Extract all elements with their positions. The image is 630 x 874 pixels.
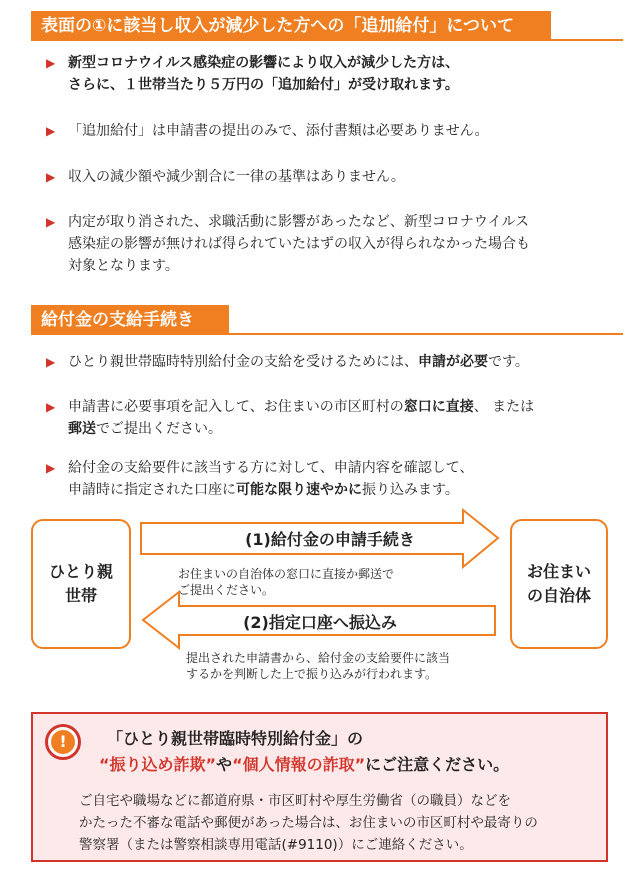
flow-note-2 <box>186 650 450 682</box>
bullet-text: 申請時に指定された口座に <box>68 482 236 498</box>
alert-title-text: や <box>216 755 233 774</box>
bullet-text: ひとり親世帯臨時特別給付金の支給を受けるためには、 <box>68 354 418 370</box>
alert-title-line1: 「ひとり親世帯臨時特別給付金」の <box>107 729 364 748</box>
bullet-text-line: 対象となります。 <box>68 258 179 274</box>
bullet-emphasis: 可能な限り速やかに <box>236 482 362 498</box>
section1-header: 表面の①に該当し収入が減少した方への「追加給付」について <box>31 11 551 41</box>
alert-body <box>79 790 599 856</box>
bullet-triangle-icon: ▶ <box>46 170 56 184</box>
fraud-warning-box <box>31 712 608 862</box>
bullet-text-line: 内定が取り消された、求職活動に影響があったなど、新型コロナウイルス <box>68 214 530 230</box>
bullet-text: です。 <box>488 354 529 370</box>
bullet-triangle-icon: ▶ <box>46 56 56 70</box>
bullet-text: 申請書に必要事項を記入して、お住まいの市区町村の <box>68 399 404 415</box>
flow-note-line: するかを判断した上で振り込みが行われます。 <box>186 667 438 681</box>
flow-box-line: 世帯 <box>64 586 97 605</box>
bullet-text-line: 給付金の支給要件に該当する方に対して、申請内容を確認して、 <box>68 460 474 476</box>
alert-title-red: “振り込め詐欺” <box>99 755 217 774</box>
bullet-triangle-icon: ▶ <box>46 400 56 414</box>
exclamation-glyph: ! <box>51 730 75 754</box>
section2-header: 給付金の支給手続き <box>31 305 229 335</box>
flow-note-line: ご提出ください。 <box>178 583 275 597</box>
bullet-text-line: 「追加給付」は申請書の提出のみで、添付書類は必要ありません。 <box>68 123 489 139</box>
bullet-emphasis: 窓口に直接 <box>403 399 474 415</box>
bullet-text: 、 または <box>473 399 535 415</box>
alert-title-line2 <box>99 752 509 775</box>
flow-note-1 <box>178 566 394 598</box>
bullet-text-line: 感染症の影響が無ければ得られていたはずの収入が得られなかった場合も <box>68 236 530 252</box>
bullet-text-line: 収入の減少額や減少割合に一律の基準はありません。 <box>68 169 405 185</box>
flow-box-line: の自治体 <box>526 586 591 605</box>
flow-note-line: お住まいの自治体の窓口に直接か郵送で <box>178 567 395 581</box>
bullet-text-line: 新型コロナウイルス感染症の影響により収入が減少した方は、 <box>68 55 460 71</box>
alert-body-line: かたった不審な電話や郵便があった場合は、お住まいの市区町村や最寄りの <box>79 815 538 831</box>
alert-title-text: にご注意ください。 <box>365 755 510 774</box>
arrow1-label: (1)給付金の申請手続き <box>245 530 415 549</box>
bullet-text: でご提出ください。 <box>96 421 222 437</box>
bullet-text: 振り込みます。 <box>362 482 459 498</box>
bullet-triangle-icon: ▶ <box>46 124 56 138</box>
bullet-emphasis: 郵送 <box>68 421 96 437</box>
flow-note-line: 提出された申請書から、給付金の支給要件に該当 <box>186 651 451 665</box>
exclamation-icon <box>45 724 81 760</box>
alert-title-red: “個人情報の詐取” <box>232 755 366 774</box>
bullet-triangle-icon: ▶ <box>46 215 56 229</box>
bullet-emphasis: 申請が必要 <box>418 354 488 370</box>
arrow2-label: (2)指定口座へ振込み <box>243 613 397 632</box>
bullet-text-line: さらに、１世帯当たり５万円の「追加給付」が受け取れます。 <box>68 77 459 93</box>
flow-box-line: ひとり親 <box>48 562 113 581</box>
alert-body-line: ご自宅や職場などに都道府県・市区町村や厚生労働省（の職員）などを <box>79 793 511 809</box>
flow-box-line: お住まい <box>526 562 591 581</box>
bullet-triangle-icon: ▶ <box>46 355 56 369</box>
alert-body-line: 警察署（または警察相談専用電話(#9110)）にご連絡ください。 <box>79 837 473 853</box>
bullet-triangle-icon: ▶ <box>46 461 56 475</box>
